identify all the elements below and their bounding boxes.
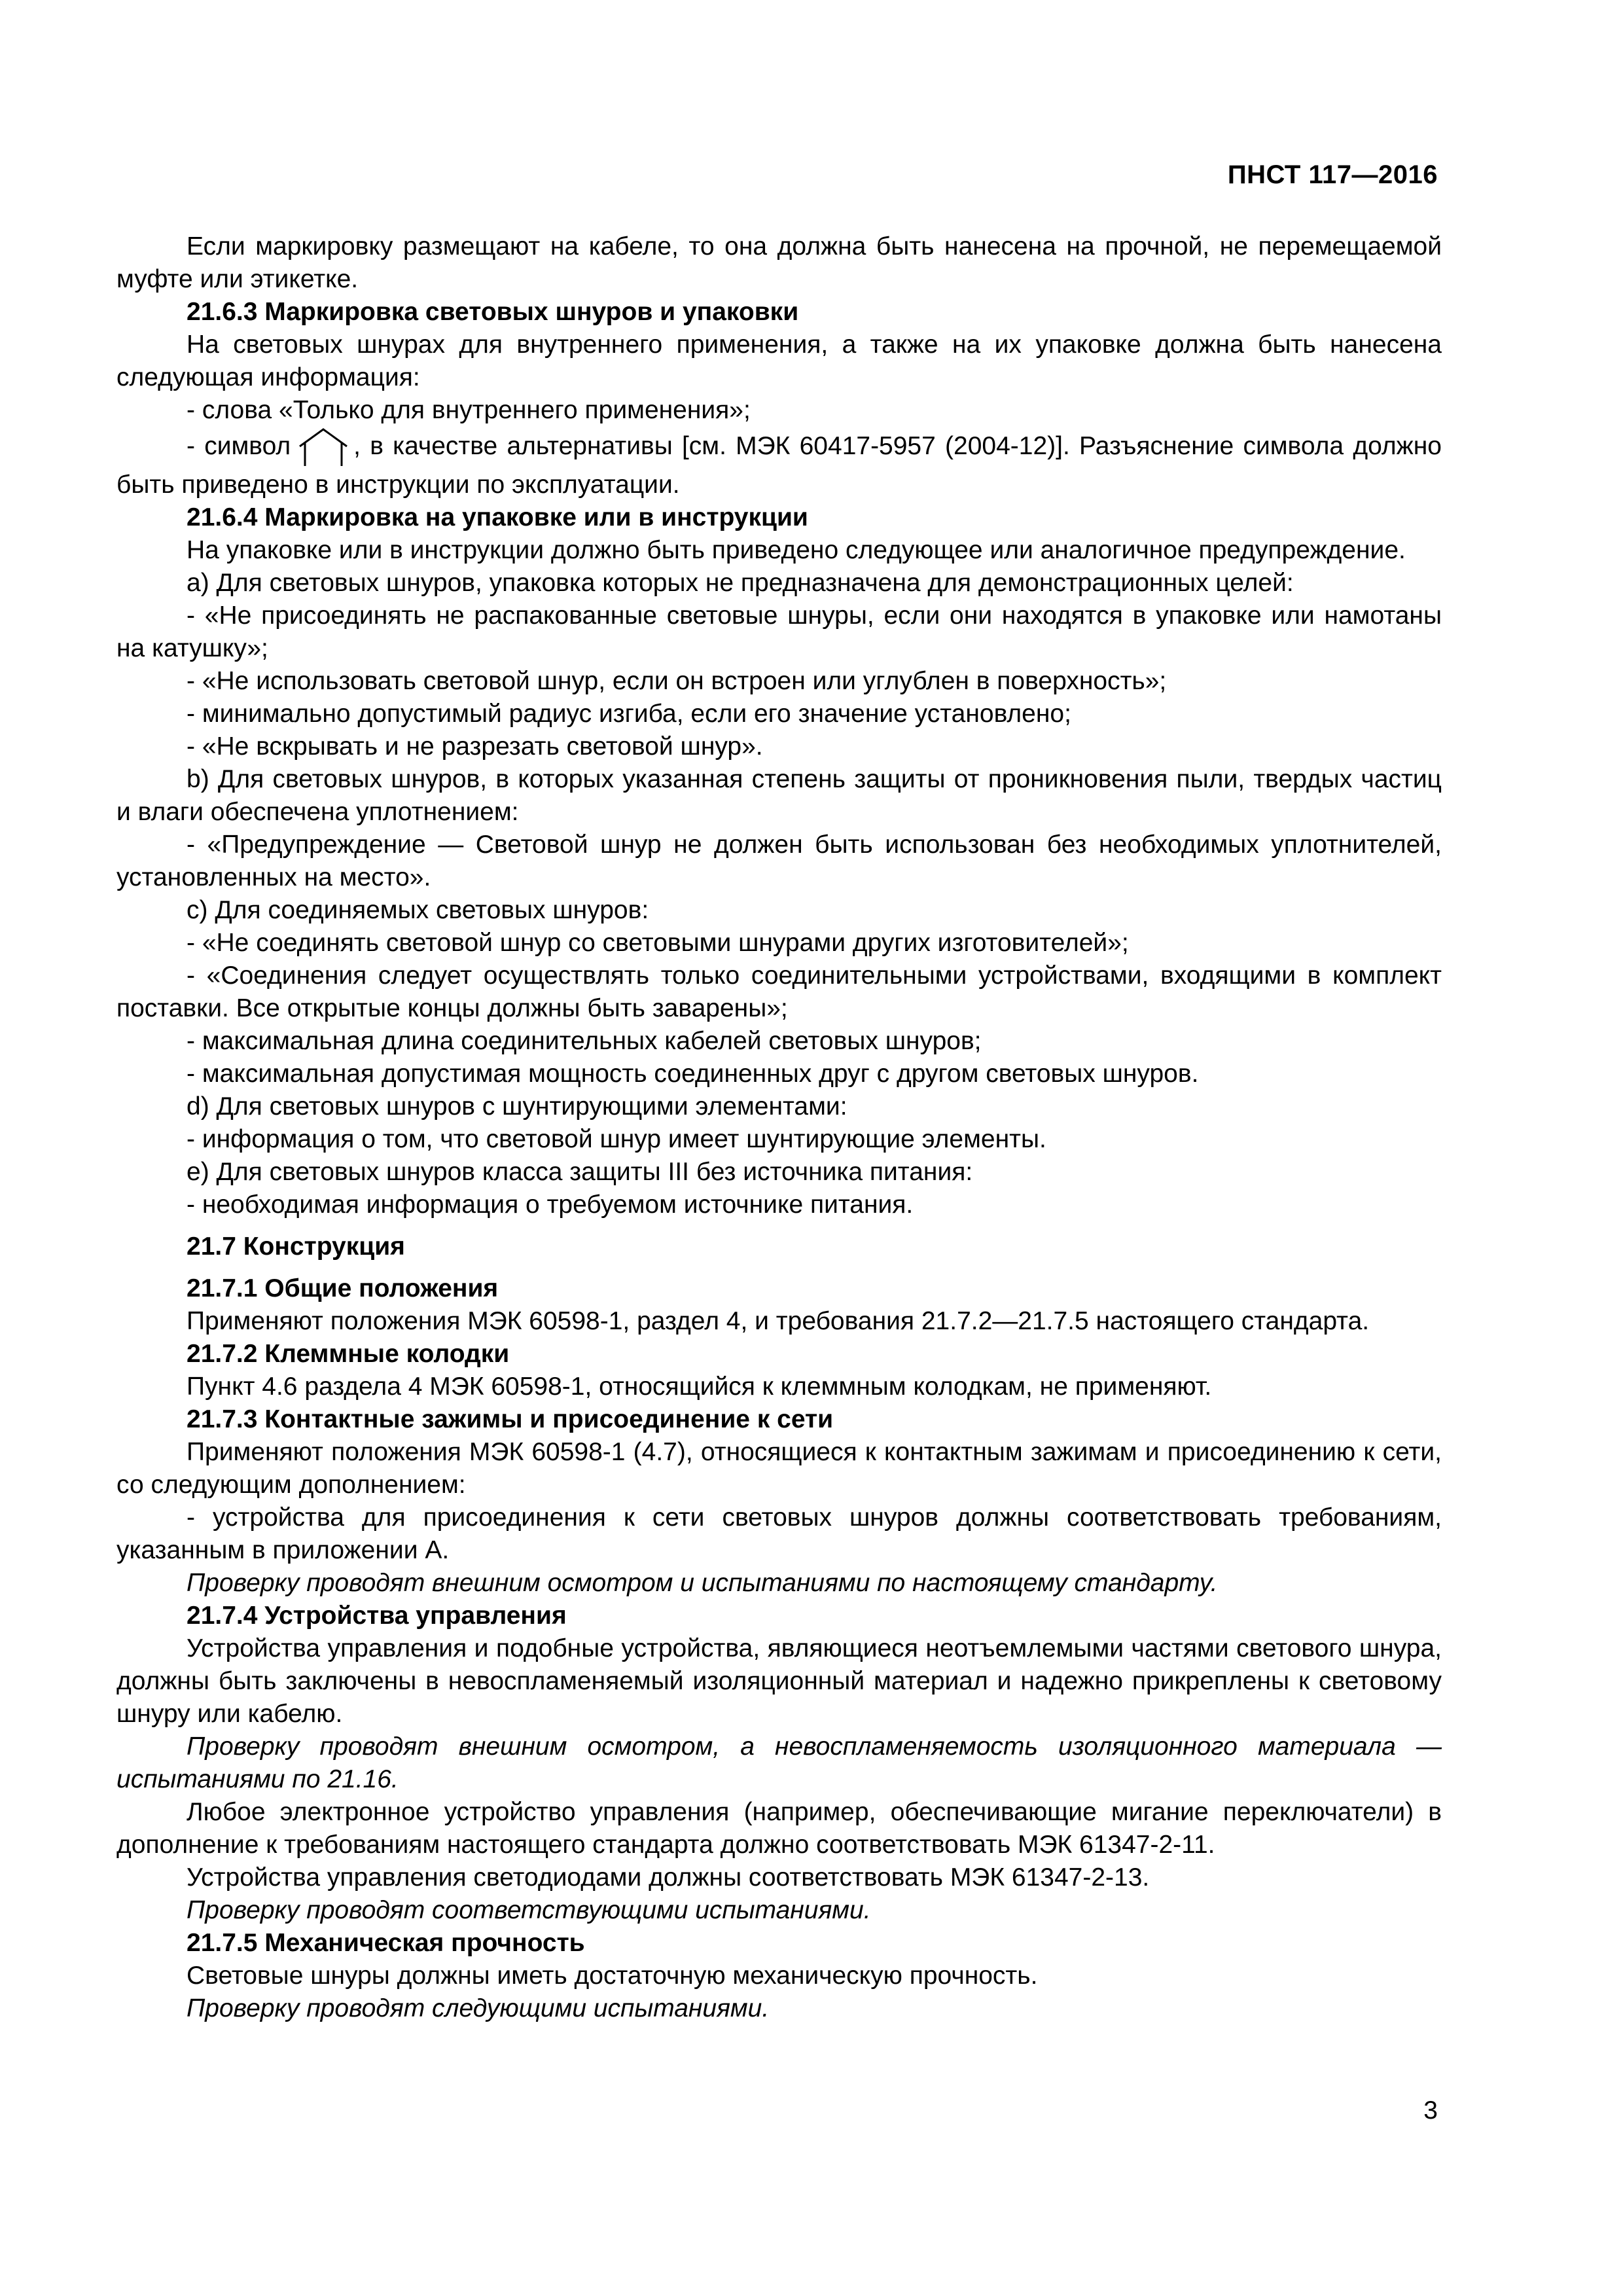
subsection-heading: 21.7.3 Контактные зажимы и присоединение к сети <box>187 1405 834 1433</box>
list-item: - «Не соединять световой шнур со световыми шнурами других изготовителей»; <box>187 929 1129 957</box>
list-item-text: , в качестве альтернативы [см. МЭК 60417-5957 (2004-12)]. Разъяснение символа должно быть приведено в инструкции по эксплуатации. <box>116 432 1442 499</box>
list-item: - «Предупреждение — Световой шнур не должен быть использован без необходимых уплотнителей, установленных на место». <box>116 831 1442 891</box>
subsection-heading: 21.7.2 Клеммные колодки <box>187 1340 510 1368</box>
paragraph: Световые шнуры должны иметь достаточную механическую прочность. <box>187 1962 1038 1990</box>
list-item: - минимально допустимый радиус изгиба, если его значение установлено; <box>187 700 1071 728</box>
list-item: - необходимая информация о требуемом источнике питания. <box>187 1191 914 1219</box>
paragraph: Устройства управления и подобные устройства, являющиеся неотъемлемыми частями светового шнура, должны быть заключены в невоспламеняемый изоляционный материал и надежно прикреплены к световому шнуру или кабелю. <box>116 1634 1442 1728</box>
paragraph: d) Для световых шнуров с шунтирующими элементами: <box>187 1092 847 1121</box>
subsection-heading: 21.7.1 Общие положения <box>187 1274 499 1302</box>
paragraph: На световых шнурах для внутреннего применения, а также на их упаковке должна быть нанесена следующая информация: <box>116 331 1442 391</box>
house-outline-icon <box>294 427 352 469</box>
paragraph: Любое электронное устройство управления (например, обеспечивающие мигание переключатели) в дополнение к требованиям настоящего стандарта должно соответствовать МЭК 61347-2-11. <box>116 1798 1442 1859</box>
document-body <box>116 230 1442 2025</box>
list-item: - «Не присоединять не распакованные световые шнуры, если они находятся в упаковке или намотаны на катушку»; <box>116 601 1442 662</box>
list-item: - слова «Только для внутреннего применения»; <box>187 396 751 424</box>
list-item: - «Не вскрывать и не разрезать световой шнур». <box>187 732 763 761</box>
page-number: 3 <box>1423 2096 1438 2125</box>
paragraph: c) Для соединяемых световых шнуров: <box>187 896 649 924</box>
paragraph: b) Для световых шнуров, в которых указанная степень защиты от проникновения пыли, твердых частиц и влаги обеспечена уплотнением: <box>116 765 1442 826</box>
paragraph: e) Для световых шнуров класса защиты III без источника питания: <box>187 1158 973 1186</box>
subsection-heading: 21.7.5 Механическая прочность <box>187 1929 585 1957</box>
paragraph: Устройства управления светодиодами должны соответствовать МЭК 61347-2-13. <box>187 1863 1150 1892</box>
verification-note: Проверку проводят внешним осмотром, а невоспламеняемость изоляционного материала — испытаниями по 21.16. <box>116 1732 1442 1793</box>
list-item: - «Соединения следует осуществлять только соединительными устройствами, входящими в комплект поставки. Все открытые концы должны быть заварены»; <box>116 961 1442 1022</box>
paragraph: a) Для световых шнуров, упаковка которых не предназначена для демонстрационных целей: <box>187 569 1294 597</box>
paragraph: Применяют положения МЭК 60598-1 (4.7), относящиеся к контактным зажимам и присоединению к сети, со следующим дополнением: <box>116 1438 1442 1499</box>
list-item: - информация о том, что световой шнур имеет шунтирующие элементы. <box>187 1125 1046 1153</box>
list-item: - устройства для присоединения к сети световых шнуров должны соответствовать требованиям, указанным в приложении А. <box>116 1503 1442 1564</box>
verification-note: Проверку проводят следующими испытаниями. <box>187 1994 770 2022</box>
list-item: - максимальная допустимая мощность соединенных друг с другом световых шнуров. <box>187 1060 1199 1088</box>
list-item: - «Не использовать световой шнур, если он встроен или углублен в поверхность»; <box>187 667 1167 695</box>
paragraph: Если маркировку размещают на кабеле, то она должна быть нанесена на прочной, не перемещаемой муфте или этикетке. <box>116 232 1442 293</box>
verification-note: Проверку проводят внешним осмотром и испытаниями по настоящему стандарту. <box>187 1569 1218 1597</box>
paragraph: На упаковке или в инструкции должно быть приведено следующее или аналогичное предупреждение. <box>187 536 1406 564</box>
subsection-heading: 21.6.3 Маркировка световых шнуров и упаковки <box>187 298 799 326</box>
paragraph: Пункт 4.6 раздела 4 МЭК 60598-1, относящийся к клеммным колодкам, не применяют. <box>187 1372 1212 1401</box>
subsection-heading: 21.7.4 Устройства управления <box>187 1602 567 1630</box>
document-code: ПНСТ 117—2016 <box>1227 160 1438 189</box>
verification-note: Проверку проводят соответствующими испытаниями. <box>187 1896 871 1924</box>
list-item <box>116 427 1442 501</box>
list-item-text: - символ <box>187 432 291 460</box>
subsection-heading: 21.6.4 Маркировка на упаковке или в инструкции <box>187 503 808 531</box>
paragraph: Применяют положения МЭК 60598-1, раздел 4, и требования 21.7.2—21.7.5 настоящего стандарта. <box>187 1307 1370 1335</box>
list-item: - максимальная длина соединительных кабелей световых шнуров; <box>187 1027 982 1055</box>
section-heading: 21.7 Конструкция <box>187 1232 405 1261</box>
